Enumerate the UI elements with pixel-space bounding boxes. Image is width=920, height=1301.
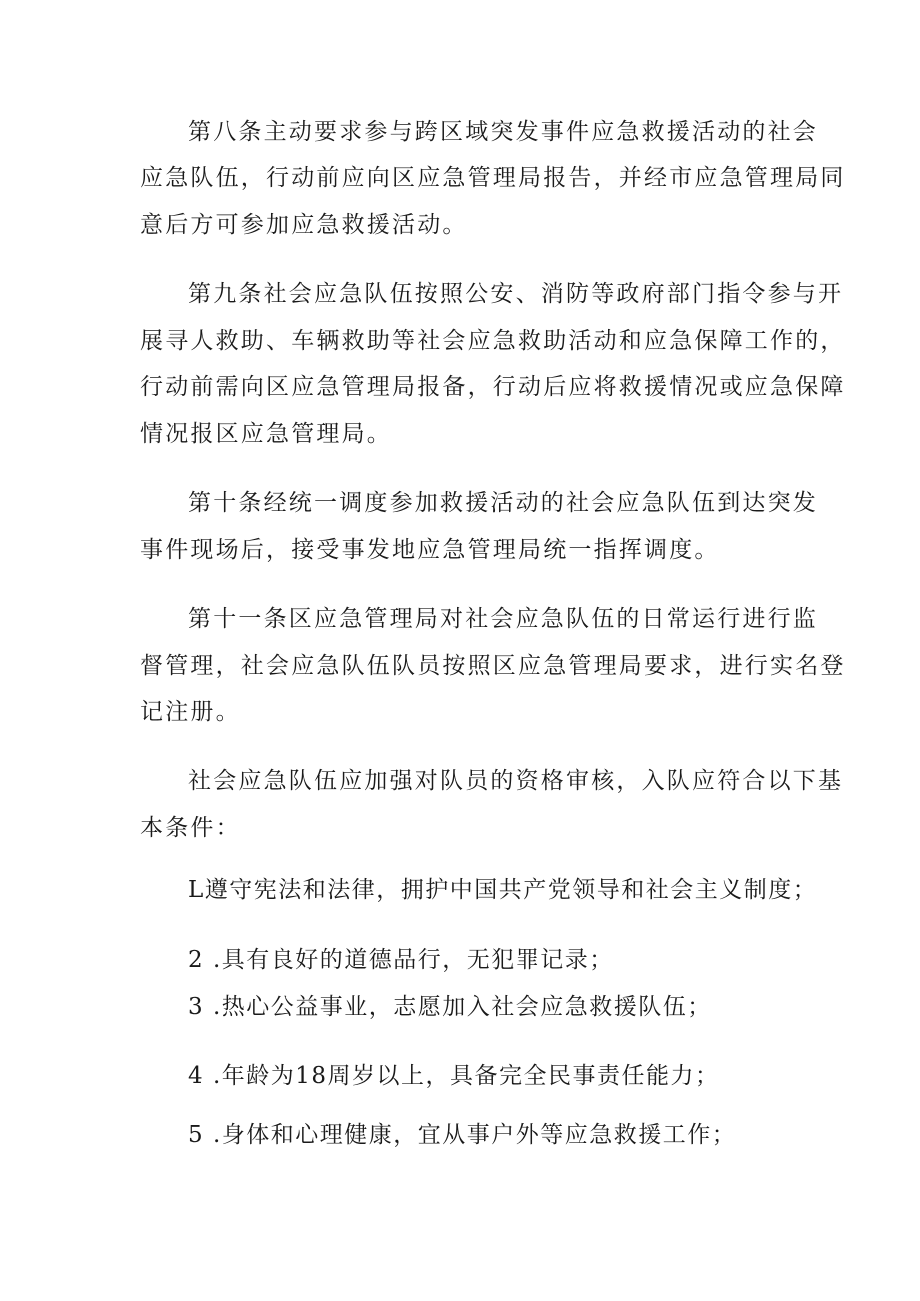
condition-item-5: 5 .身体和心理健康，宜从事户外等应急救援工作； bbox=[188, 1122, 737, 1148]
article-9-line-3: 行动前需向区应急管理局报备，行动后应将救援情况或应急保障 bbox=[140, 374, 846, 400]
condition-item-4: 4 .年龄为18周岁以上，具备完全民事责任能力； bbox=[188, 1063, 720, 1089]
condition-item-3: 3 .热心公益事业，志愿加入社会应急救援队伍； bbox=[188, 994, 712, 1020]
article-10-line-2: 事件现场后，接受事发地应急管理局统一指挥调度。 bbox=[140, 537, 720, 563]
article-10-line-1: 第十条经统一调度参加救援活动的社会应急队伍到达突发 bbox=[188, 490, 818, 516]
article-8-line-2: 应急队伍，行动前应向区应急管理局报告，并经市应急管理局同 bbox=[140, 165, 846, 191]
conditions-intro-line-1: 社会应急队伍应加强对队员的资格审核，入队应符合以下基 bbox=[188, 768, 844, 794]
condition-item-1: L遵守宪法和法律，拥护中国共产党领导和社会主义制度； bbox=[188, 877, 818, 903]
article-9-line-4: 情况报区应急管理局。 bbox=[140, 421, 392, 447]
article-8-line-1: 第八条主动要求参与跨区域突发事件应急救援活动的社会 bbox=[188, 119, 818, 145]
article-11-line-2: 督管理，社会应急队伍队员按照区应急管理局要求，进行实名登 bbox=[140, 653, 846, 679]
article-9-line-1: 第九条社会应急队伍按照公安、消防等政府部门指令参与开 bbox=[188, 281, 844, 307]
article-8-line-3: 意后方可参加应急救援活动。 bbox=[140, 212, 468, 238]
article-11-line-3: 记注册。 bbox=[140, 699, 241, 725]
article-11-line-1: 第十一条区应急管理局对社会应急队伍的日常运行进行监 bbox=[188, 606, 818, 632]
conditions-intro-line-2: 本条件： bbox=[140, 815, 241, 841]
condition-item-2: 2 .具有良好的道德品行，无犯罪记录； bbox=[188, 947, 614, 973]
article-9-line-2: 展寻人救助、车辆救助等社会应急救助活动和应急保障工作的， bbox=[140, 328, 846, 354]
